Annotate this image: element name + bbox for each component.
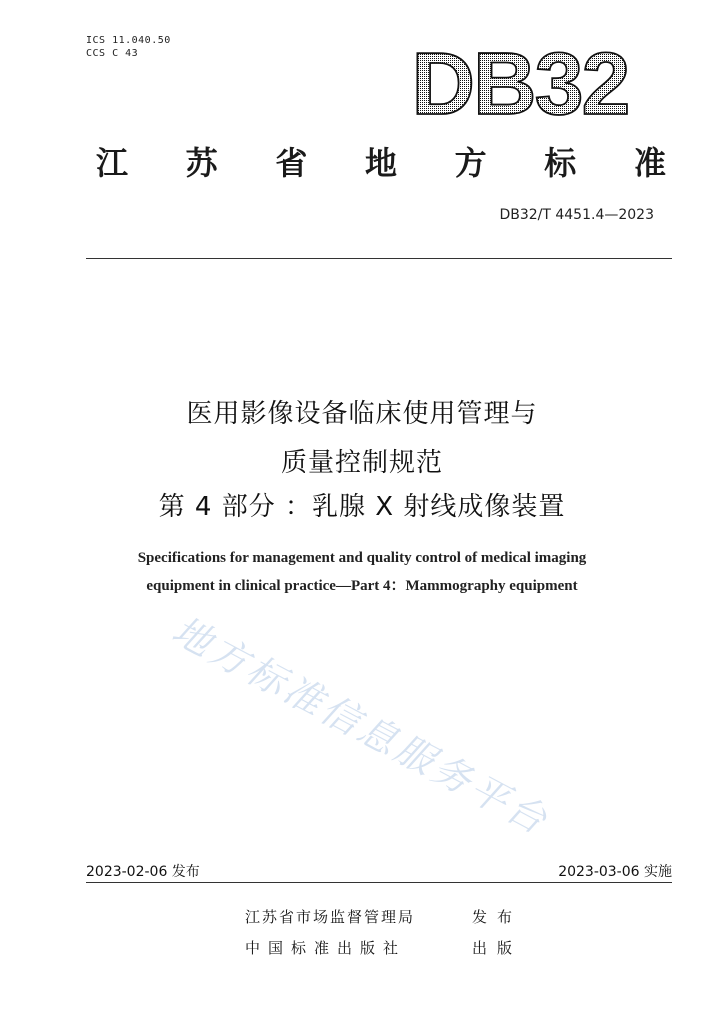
standard-name-char: 省 [275,144,308,182]
bottom-divider [86,882,672,883]
standard-number: DB32/T 4451.4—2023 [499,207,654,223]
standard-name-char: 地 [364,144,397,182]
publisher-name: 中国标准出版社 [245,939,407,957]
standard-name-char: 方 [454,144,487,182]
standard-name-char: 准 [633,144,666,182]
english-title-line-2: equipment in clinical practice—Part 4：Mammography equipment [146,578,578,594]
standard-name-char: 苏 [185,144,218,182]
standard-name-char: 江 [96,144,129,182]
db32-logo [400,40,640,120]
implement-date: 2023-03-06 实施 [558,864,672,880]
title-line-3: 第 4 部分 ：乳腺 X 射线成像装置 [158,492,566,522]
standard-name-char: 标 [544,144,577,182]
watermark: 地方标准信息服务平台 [165,607,557,844]
logo-text: DB32 [411,40,629,120]
release-date: 2023-02-06 发布 [86,864,200,880]
publisher-action: 出版 [472,939,523,957]
english-title-line-1: Specifications for management and quality control of medical imaging [137,550,587,566]
ccs-code: CCS C 43 [86,48,139,59]
ics-code: ICS 11.040.50 [86,35,171,46]
issuer-action: 发布 [472,908,523,926]
title-line-1: 医用影像设备临床使用管理与 [186,399,538,429]
top-divider [86,258,672,259]
standard-name [96,138,666,184]
issuer-name: 江苏省市场监督管理局 [245,908,416,926]
title-line-2: 质量控制规范 [280,448,443,478]
